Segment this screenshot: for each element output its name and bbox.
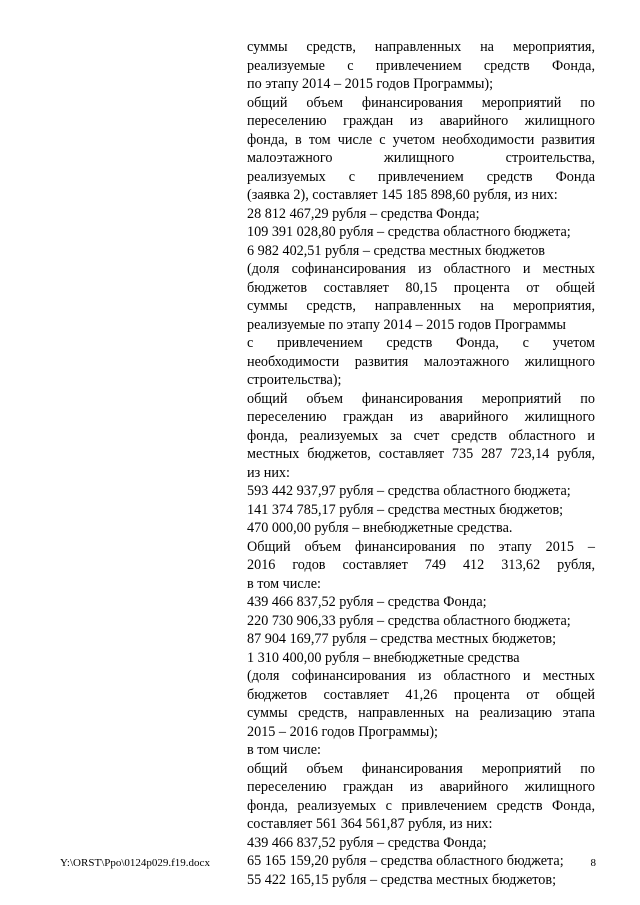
text-line: переселению граждан из аварийного жилищного (247, 779, 595, 795)
text-line: 470 000,00 рубля – внебюджетные средства. (247, 520, 513, 536)
text-line: общий объем финансирования мероприятий по (247, 760, 595, 777)
text-line: суммы средств, направленных на мероприятия, (247, 298, 595, 314)
text-line: 28 812 467,29 рубля – средства Фонда; (247, 205, 480, 222)
text-line: из них: (247, 464, 290, 481)
document-body (247, 38, 595, 889)
text-line: 439 466 837,52 рубля – средства Фонда; (247, 594, 487, 610)
text-line: переселению граждан из аварийного жилищного (247, 409, 595, 425)
text-line: составляет 561 364 561,87 рубля, из них: (247, 816, 493, 832)
text-line: 439 466 837,52 рубля – средства Фонда; (247, 834, 487, 851)
text-line: фонда, реализуемых с привлечением средств Фонда, (247, 797, 595, 814)
text-line: в том числе: (247, 742, 321, 758)
text-line: общий объем финансирования мероприятий по (247, 94, 595, 111)
text-line: 141 374 785,17 рубля – средства местных бюджетов; (247, 501, 564, 518)
text-line: 220 730 906,33 рубля – средства областного бюджета; (247, 612, 571, 629)
text-line: бюджетов составляет 41,26 процента от общей (247, 686, 595, 703)
text-line: реализуемых с привлечением средств Фонда (247, 168, 595, 185)
text-line: в том числе: (247, 575, 321, 592)
text-line: 2015 – 2016 годов Программы); (247, 723, 438, 740)
text-line: (заявка 2), составляет 145 185 898,60 рубля, из них: (247, 187, 558, 203)
page-number: 8 (590, 857, 596, 869)
text-line: 593 442 937,97 рубля – средства областного бюджета; (247, 483, 571, 499)
text-line: по этапу 2014 – 2015 годов Программы); (247, 76, 494, 92)
text-line: суммы средств, направленных на мероприятия, (247, 39, 595, 55)
text-line: с привлечением средств Фонда, с учетом (247, 335, 595, 351)
text-line: местных бюджетов, составляет 735 287 723,14 рубля, (247, 446, 595, 462)
text-line: 55 422 165,15 рубля – средства местных бюджетов; (247, 871, 557, 888)
text-line: 109 391 028,80 рубля – средства областного бюджета; (247, 224, 571, 240)
footer-file-path: Y:\ORST\Ppo\0124p029.f19.docx (60, 857, 210, 869)
text-line: общий объем финансирования мероприятий по (247, 390, 595, 407)
text-line: 1 310 400,00 рубля – внебюджетные средства (247, 649, 520, 666)
text-line: реализуемые с привлечением средств Фонда, (247, 57, 595, 74)
text-line: 2016 годов составляет 749 412 313,62 рубля, (247, 557, 595, 573)
text-line: реализуемые по этапу 2014 – 2015 годов Программы (247, 316, 566, 333)
text-line: (доля софинансирования из областного и местных (247, 261, 595, 277)
text-line: Общий объем финансирования по этапу 2015 – (247, 538, 595, 555)
text-line: 65 165 159,20 рубля – средства областного бюджета; (247, 853, 564, 869)
text-line: бюджетов составляет 80,15 процента от общей (247, 279, 595, 296)
text-line: фонда, реализуемых за счет средств областного и (247, 427, 595, 444)
text-line: необходимости развития малоэтажного жилищного (247, 353, 595, 370)
text-line: 87 904 169,77 рубля – средства местных бюджетов; (247, 631, 557, 647)
text-line: (доля софинансирования из областного и местных (247, 668, 595, 684)
text-line: малоэтажного жилищного строительства, (247, 150, 595, 166)
text-line: суммы средств, направленных на реализацию этапа (247, 705, 595, 721)
text-line: 6 982 402,51 рубля – средства местных бюджетов (247, 242, 545, 259)
text-line: переселению граждан из аварийного жилищного (247, 113, 595, 129)
text-line: фонда, в том числе с учетом необходимости развития (247, 131, 595, 148)
text-line: строительства); (247, 372, 342, 388)
